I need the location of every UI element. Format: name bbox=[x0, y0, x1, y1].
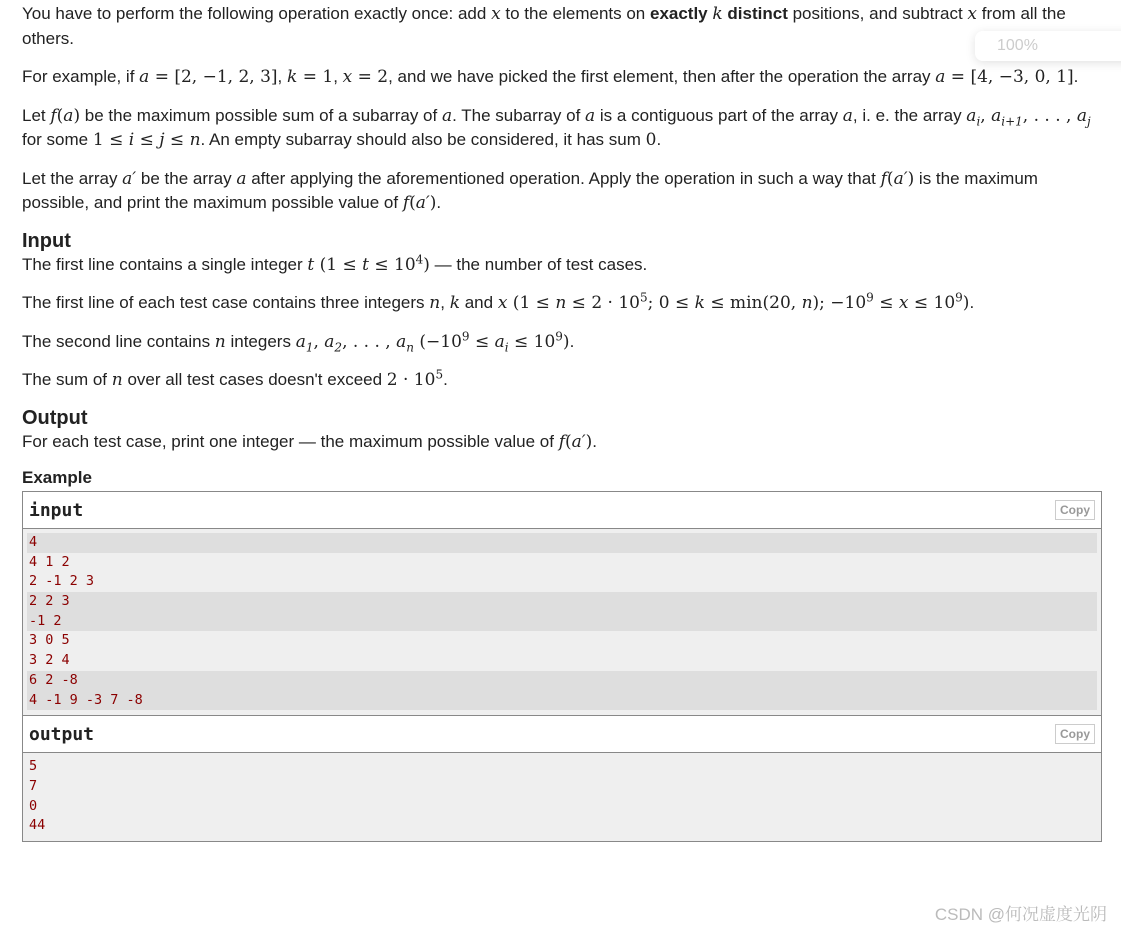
math-var: a bbox=[842, 105, 853, 126]
input-line: 4 -1 9 -3 7 -8 bbox=[27, 691, 1097, 711]
text: . bbox=[592, 431, 598, 451]
math-var: a′ bbox=[893, 168, 908, 189]
math-var: k bbox=[449, 293, 460, 313]
math-text: ≤ 10 bbox=[908, 293, 956, 313]
text: . bbox=[436, 193, 442, 212]
math-sup: 9 bbox=[955, 290, 963, 305]
math-text: , bbox=[980, 105, 992, 126]
input-heading: Input bbox=[22, 229, 71, 252]
text: For example, if bbox=[22, 67, 140, 86]
input-section bbox=[22, 253, 1092, 393]
text: after applying the aforementioned operation. Apply the operation in such a way that bbox=[246, 168, 881, 188]
math-text: ≤ bbox=[873, 293, 899, 313]
legend-paragraph bbox=[22, 167, 1092, 216]
text: , bbox=[277, 67, 287, 86]
text: is a contiguous part of the array bbox=[595, 105, 843, 125]
math-var: i bbox=[128, 130, 135, 150]
text: and bbox=[460, 293, 498, 312]
input-paragraph bbox=[22, 253, 1092, 278]
math-var: f bbox=[558, 431, 566, 452]
math-var: a bbox=[441, 105, 453, 126]
math-var: a bbox=[991, 105, 1002, 126]
input-paragraph bbox=[22, 291, 1092, 316]
math-sub: n bbox=[406, 339, 414, 354]
output-line: 7 bbox=[29, 777, 38, 794]
output-line: 44 bbox=[29, 817, 46, 834]
math-text: ( bbox=[886, 168, 894, 189]
math-text: = 2 bbox=[352, 67, 389, 87]
math-text: 1 ≤ bbox=[92, 130, 129, 150]
math-text: ); −10 bbox=[812, 293, 867, 313]
math-var: t bbox=[307, 254, 315, 275]
math-var: a bbox=[236, 168, 247, 189]
math-sup: 9 bbox=[461, 328, 470, 343]
output-line: 0 bbox=[29, 797, 38, 814]
math-var: n bbox=[429, 293, 441, 313]
math-text: ) bbox=[429, 193, 437, 213]
output-label: output bbox=[29, 723, 95, 745]
example-heading: Example bbox=[22, 468, 92, 487]
text: The first line contains a single integer bbox=[22, 254, 308, 274]
math-var: x bbox=[497, 293, 508, 313]
text: You have to perform the following operation exactly once: add bbox=[22, 4, 492, 23]
input-pre[interactable] bbox=[23, 529, 1101, 715]
math-var: a bbox=[396, 331, 407, 352]
math-text: ; 0 ≤ bbox=[647, 293, 695, 313]
text: For each test case, print one integer — the maximum possible value of bbox=[22, 431, 559, 451]
math-var: a bbox=[966, 105, 977, 126]
math-var: a bbox=[935, 67, 946, 87]
math-sub: j bbox=[1086, 113, 1091, 128]
input-line: -1 2 bbox=[27, 612, 1097, 632]
math-var: n bbox=[214, 331, 226, 352]
math-text: ≤ min(20, bbox=[704, 293, 802, 313]
math-var: a bbox=[139, 67, 150, 87]
input-line: 4 bbox=[27, 533, 1097, 553]
math-var: f bbox=[402, 193, 410, 213]
math-text: 2 · 10 bbox=[386, 370, 436, 390]
text: — the number of test cases. bbox=[429, 254, 648, 274]
math-text: ) bbox=[585, 431, 593, 452]
zoom-level: 100% bbox=[997, 37, 1038, 54]
math-text: = [4, −3, 0, 1] bbox=[945, 67, 1074, 87]
text: over all test cases doesn't exceed bbox=[122, 370, 387, 389]
math-var: n bbox=[189, 130, 201, 150]
math-var: x bbox=[491, 4, 501, 24]
math-var: a bbox=[585, 105, 596, 126]
math-text: ≤ bbox=[164, 130, 190, 150]
watermark: CSDN @何况虚度光阴 bbox=[934, 905, 1107, 924]
legend-paragraph bbox=[22, 2, 1092, 51]
math-sup: 4 bbox=[415, 251, 424, 266]
output-header bbox=[23, 715, 1101, 753]
copy-input-button[interactable]: Copy bbox=[1055, 500, 1095, 520]
text: , bbox=[440, 293, 450, 312]
math-text: ≤ 2 · 10 bbox=[566, 293, 640, 313]
math-sup: 9 bbox=[555, 328, 563, 343]
text: be the array bbox=[136, 168, 237, 188]
text: be the maximum possible sum of a subarray of bbox=[80, 105, 442, 125]
problem-statement bbox=[22, 2, 1092, 842]
text: for some bbox=[22, 130, 93, 149]
math-text: ( bbox=[565, 431, 572, 452]
math-var: x bbox=[898, 293, 909, 313]
math-var: t bbox=[362, 254, 369, 275]
legend-paragraph bbox=[22, 104, 1092, 153]
text: The first line of each test case contains three integers bbox=[22, 293, 430, 312]
math-var: k bbox=[712, 4, 723, 24]
math-sup: 5 bbox=[435, 367, 444, 382]
text: Let the array bbox=[22, 168, 123, 188]
math-text: , . . . , bbox=[342, 331, 397, 352]
text: to the elements on bbox=[500, 4, 650, 23]
math-var: a bbox=[63, 105, 74, 126]
math-var: n bbox=[111, 370, 123, 390]
math-text: = 1 bbox=[297, 67, 334, 87]
text: . bbox=[569, 331, 575, 351]
math-text: ) bbox=[73, 105, 81, 126]
math-var: a bbox=[494, 331, 505, 352]
math-text: ) bbox=[962, 293, 970, 313]
math-text: ≤ 10 bbox=[508, 331, 556, 352]
output-section bbox=[22, 430, 1092, 455]
math-var: n bbox=[555, 293, 567, 313]
text: , bbox=[333, 67, 343, 86]
math-text: ) bbox=[562, 331, 570, 352]
math-text: ( bbox=[56, 105, 64, 126]
zoom-popup bbox=[975, 31, 1121, 61]
math-text: ≤ 10 bbox=[368, 254, 416, 275]
text: from all the others. bbox=[22, 4, 1066, 48]
legend-section bbox=[22, 2, 1092, 216]
text: is the maximum possible, and print the maximum possible value of bbox=[22, 168, 1038, 212]
input-line: 4 1 2 bbox=[29, 553, 70, 570]
math-var: a′ bbox=[122, 168, 137, 189]
math-var: a bbox=[324, 331, 335, 352]
text: . The subarray of bbox=[452, 105, 586, 125]
input-header bbox=[23, 492, 1101, 529]
math-var: a′ bbox=[571, 431, 586, 452]
text: Let bbox=[22, 105, 51, 125]
math-sup: 9 bbox=[866, 290, 874, 305]
bold-text: exactly bbox=[649, 4, 713, 23]
output-paragraph bbox=[22, 430, 1092, 455]
math-var: a bbox=[1076, 105, 1087, 126]
text: . bbox=[1073, 67, 1079, 86]
input-line: 2 2 3 bbox=[27, 592, 1097, 612]
text: . An empty subarray should also be considered, it has sum bbox=[200, 130, 646, 149]
text: . bbox=[969, 293, 975, 312]
math-text: , . . . , bbox=[1022, 105, 1077, 126]
math-var: n bbox=[801, 293, 813, 313]
math-text: ( bbox=[409, 193, 416, 213]
math-text: (−10 bbox=[413, 331, 462, 352]
math-var: j bbox=[159, 130, 165, 150]
math-text: ) bbox=[423, 254, 430, 275]
math-text: = [2, −1, 2, 3] bbox=[149, 67, 278, 87]
text: The second line contains bbox=[22, 331, 215, 351]
math-text: ≤ bbox=[134, 130, 160, 150]
input-line: 3 2 4 bbox=[29, 652, 70, 669]
math-var: x bbox=[342, 67, 353, 87]
math-var: k bbox=[694, 293, 705, 313]
math-var: f bbox=[50, 105, 57, 126]
math-text: 0 bbox=[645, 130, 657, 150]
copy-output-button[interactable]: Copy bbox=[1055, 724, 1095, 744]
math-text: (1 ≤ bbox=[314, 254, 363, 275]
math-text: (1 ≤ bbox=[507, 293, 556, 313]
math-sub: i bbox=[504, 339, 509, 354]
math-var: a′ bbox=[415, 193, 430, 213]
text: . bbox=[443, 370, 448, 389]
text: , i. e. the array bbox=[852, 105, 967, 125]
math-sup: 5 bbox=[639, 290, 648, 305]
math-sub: 1 bbox=[305, 339, 314, 354]
input-line: 3 0 5 bbox=[29, 632, 70, 649]
input-label: input bbox=[29, 499, 84, 521]
math-sub: i bbox=[976, 113, 981, 128]
input-line: 2 -1 2 3 bbox=[29, 573, 95, 590]
bold-text: distinct bbox=[722, 4, 788, 23]
math-var: a bbox=[295, 331, 306, 352]
input-paragraph bbox=[22, 330, 1092, 355]
example-box bbox=[22, 491, 1102, 842]
text: positions, and subtract bbox=[787, 4, 968, 23]
math-var: f bbox=[880, 168, 887, 189]
math-sub: 2 bbox=[334, 339, 343, 354]
math-var: x bbox=[967, 4, 977, 24]
output-heading: Output bbox=[22, 406, 88, 429]
text: integers bbox=[225, 331, 296, 351]
math-var: k bbox=[287, 67, 298, 87]
text: The sum of bbox=[22, 370, 112, 389]
math-text: ) bbox=[907, 168, 915, 189]
text: . bbox=[656, 130, 662, 149]
math-text: ≤ bbox=[469, 331, 495, 352]
math-sub: i+1 bbox=[1001, 113, 1023, 128]
text: , and we have picked the first element, then after the operation the array bbox=[388, 67, 936, 86]
output-line: 5 bbox=[29, 758, 38, 775]
input-line: 6 2 -8 bbox=[27, 671, 1097, 691]
output-pre[interactable] bbox=[23, 753, 1101, 841]
input-paragraph bbox=[22, 368, 1092, 393]
math-text: , bbox=[313, 331, 325, 352]
legend-paragraph bbox=[22, 65, 1092, 90]
